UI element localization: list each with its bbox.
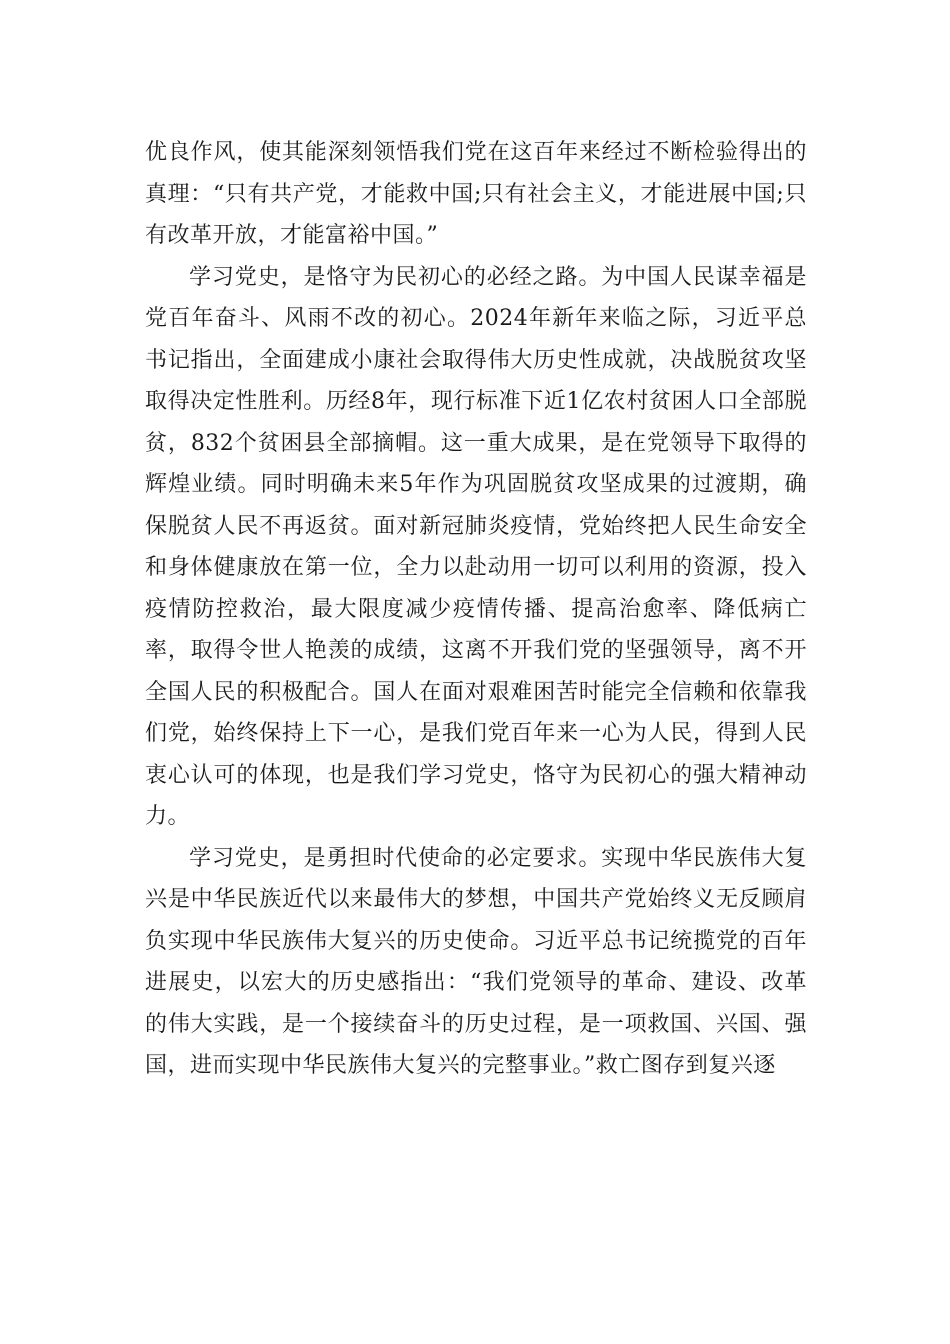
paragraph-people-first: 学习党史，是恪守为民初心的必经之路。为中国人民谋幸福是党百年奋斗、风雨不改的初心。2024年新年来临之际，习近平总书记指出，全面建成小康社会取得伟大历史性成就，决战脱贫攻坚取得决定性胜利。历经8年，现行标准下近1亿农村贫困人口全部脱贫，832个贫困县全部摘帽。这一重大成果，是在党领导下取得的辉煌业绩。同时明确未来5年作为巩固脱贫攻坚成果的过渡期，确保脱贫人民不再返贫。面对新冠肺炎疫情，党始终把人民生命安全和身体健康放在第一位，全力以赴动用一切可以利用的资源，投入疫情防控救治，最大限度减少疫情传播、提高治愈率、降低病亡率，取得令世人艳羡的成绩，这离不开我们党的坚强领导，离不开全国人民的积极配合。国人在面对艰难困苦时能完全信赖和依靠我们党，始终保持上下一心，是我们党百年来一心为人民，得到人民衷心认可的体现，也是我们学习党史，恪守为民初心的强大精神动力。 <box>145 264 807 829</box>
paragraph-historic-mission: 学习党史，是勇担时代使命的必定要求。实现中华民族伟大复兴是中华民族近代以来最伟大的梦想，中国共产党始终义无反顾肩负实现中华民族伟大复兴的历史使命。习近平总书记统揽党的百年进展史，以宏大的历史感指出：“我们党领导的革命、建设、改革的伟大实践，是一个接续奋斗的历史过程，是一项救国、兴国、强国，进而实现中华民族伟大复兴的完整事业。”救亡图存到复兴逐 <box>145 845 807 1078</box>
paragraph-continuation: 优良作风，使其能深刻领悟我们党在这百年来经过不断检验得出的真理：“只有共产党，才能救中国;只有社会主义，才能进展中国;只有改革开放，才能富裕中国。” <box>145 140 807 248</box>
document-body <box>145 132 807 1087</box>
